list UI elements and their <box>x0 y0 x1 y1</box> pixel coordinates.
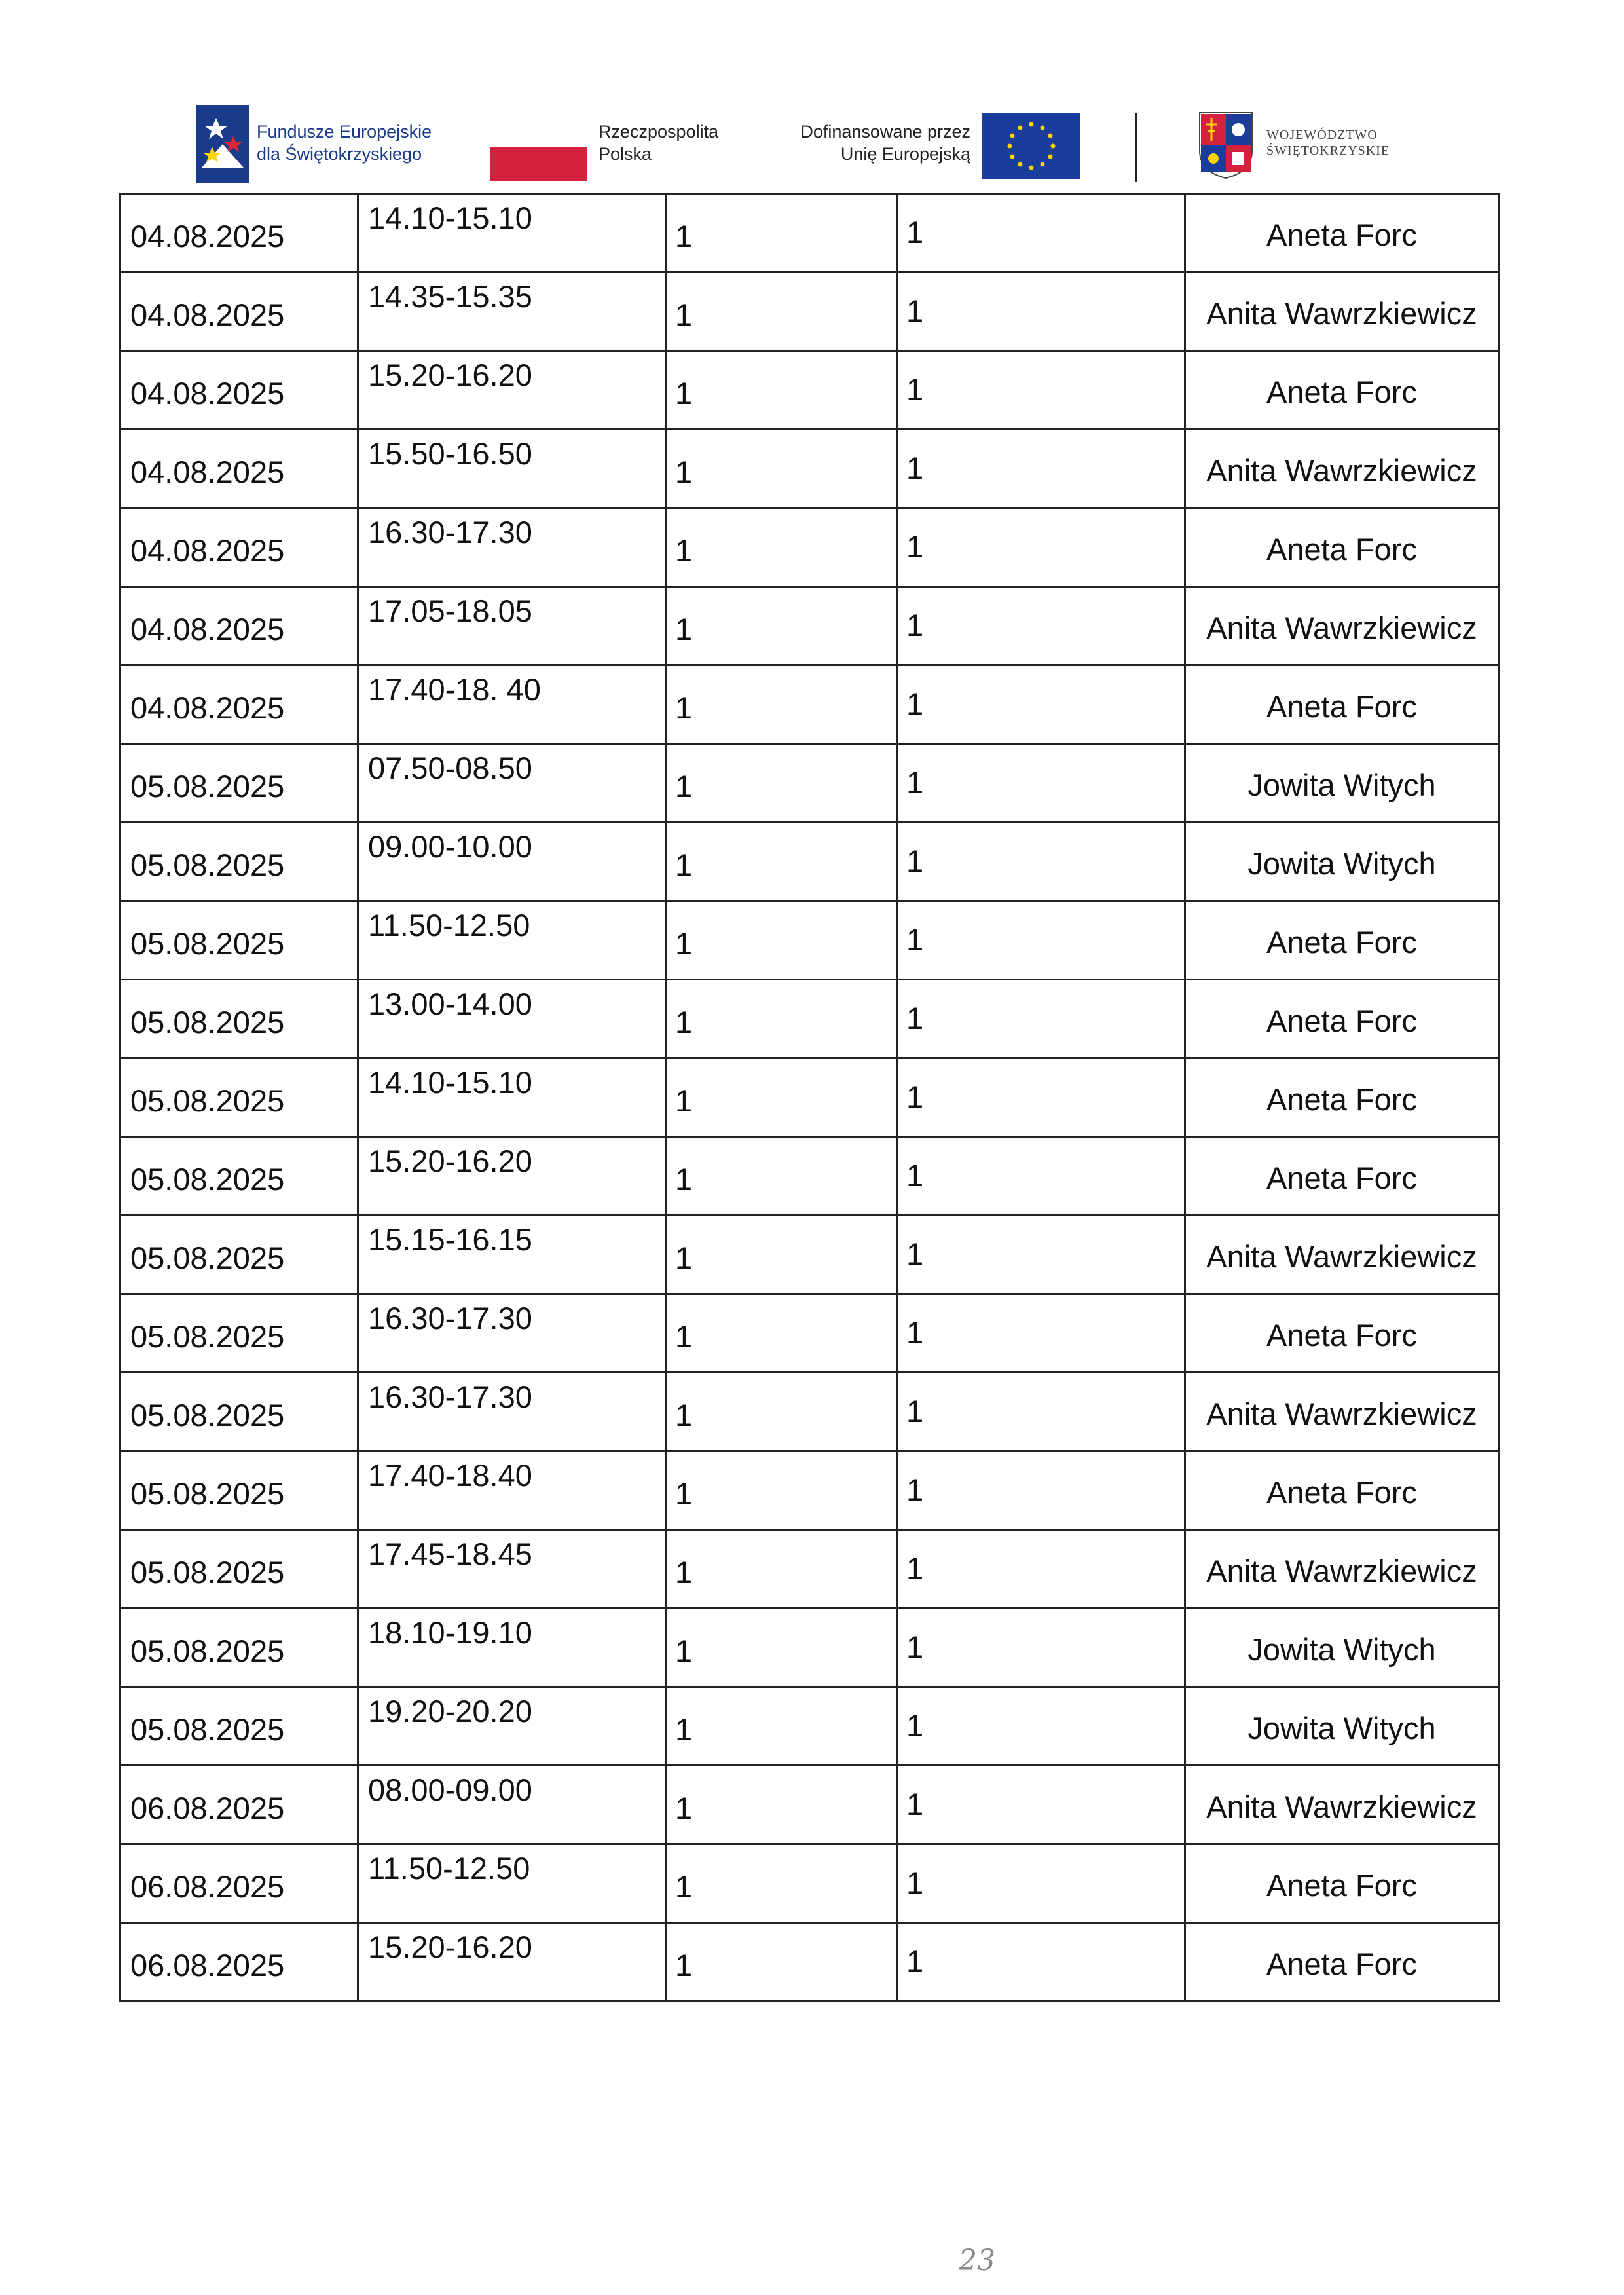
count-cell-1 <box>667 1058 898 1137</box>
count-cell-1 <box>667 1373 898 1451</box>
date-cell <box>120 1766 358 1844</box>
table-row <box>120 1923 1499 2002</box>
date-cell <box>120 823 358 901</box>
count-cell-2-text: 1 <box>906 1237 924 1271</box>
count-cell-2-text: 1 <box>906 529 924 564</box>
count-cell-1-text: 1 <box>675 1869 693 1904</box>
time-cell-text: 13.00-14.00 <box>368 986 532 1021</box>
count-cell-2 <box>898 430 1185 508</box>
name-cell-text: Aneta Forc <box>1266 217 1417 252</box>
count-cell-2 <box>898 587 1185 665</box>
count-cell-1-text: 1 <box>675 1476 693 1511</box>
table-row <box>120 351 1499 430</box>
count-cell-2 <box>898 1137 1185 1216</box>
sw-line2: ŚWIĘTOKRZYSKIE <box>1266 143 1390 158</box>
name-cell <box>1185 1766 1499 1844</box>
time-cell <box>358 1844 667 1923</box>
table-row <box>120 1530 1499 1609</box>
name-cell-text: Aneta Forc <box>1266 689 1417 724</box>
count-cell-2-text: 1 <box>906 215 924 250</box>
name-cell <box>1185 587 1499 665</box>
date-cell <box>120 587 358 665</box>
count-cell-1 <box>667 1609 898 1687</box>
rzeczpospolita-polska-text <box>599 121 718 165</box>
count-cell-2-text: 1 <box>906 1079 924 1114</box>
count-cell-1-text: 1 <box>675 690 693 725</box>
table-row <box>120 1766 1499 1844</box>
coat-of-arms-icon <box>1198 111 1253 179</box>
table-row <box>120 1451 1499 1530</box>
time-cell-text: 17.05-18.05 <box>368 593 532 628</box>
count-cell-1-text: 1 <box>675 219 693 253</box>
table-row <box>120 587 1499 665</box>
count-cell-2 <box>898 823 1185 901</box>
count-cell-2 <box>898 1294 1185 1373</box>
time-cell <box>358 1216 667 1294</box>
eu-line1: Dofinansowane przez <box>800 122 970 141</box>
count-cell-2-text: 1 <box>906 1394 924 1428</box>
count-cell-1 <box>667 1216 898 1294</box>
count-cell-2 <box>898 1609 1185 1687</box>
table-row <box>120 665 1499 744</box>
name-cell <box>1185 1137 1499 1216</box>
rzeczpospolita-polska-logo <box>490 98 739 190</box>
date-cell <box>120 351 358 430</box>
count-cell-1-text: 1 <box>675 1083 693 1118</box>
table-row <box>120 1216 1499 1294</box>
date-cell <box>120 980 358 1058</box>
date-cell <box>120 508 358 587</box>
date-cell-text: 05.08.2025 <box>130 1083 285 1118</box>
date-cell <box>120 1844 358 1923</box>
name-cell <box>1185 1373 1499 1451</box>
date-cell-text: 05.08.2025 <box>130 1398 285 1432</box>
count-cell-2 <box>898 1923 1185 2002</box>
count-cell-2-text: 1 <box>906 1944 924 1979</box>
name-cell-text: Aneta Forc <box>1266 1082 1417 1117</box>
count-cell-1-text: 1 <box>675 1005 693 1039</box>
table-row <box>120 1294 1499 1373</box>
schedule-table-body <box>120 194 1499 2002</box>
table-row <box>120 1058 1499 1137</box>
name-cell-text: Aneta Forc <box>1266 375 1417 409</box>
count-cell-2-text: 1 <box>906 1787 924 1821</box>
date-cell-text: 05.08.2025 <box>130 1319 285 1354</box>
time-cell-text: 11.50-12.50 <box>368 908 530 942</box>
count-cell-2 <box>898 1373 1185 1451</box>
count-cell-1 <box>667 823 898 901</box>
name-cell <box>1185 508 1499 587</box>
count-cell-1 <box>667 980 898 1058</box>
table-row <box>120 823 1499 901</box>
eu-cofinancing-text <box>800 121 970 165</box>
time-cell-text: 17.40-18. 40 <box>368 672 541 707</box>
date-cell <box>120 1294 358 1373</box>
date-cell-text: 05.08.2025 <box>130 1555 285 1590</box>
time-cell <box>358 508 667 587</box>
date-cell-text: 04.08.2025 <box>130 455 285 489</box>
table-row <box>120 980 1499 1058</box>
date-cell <box>120 194 358 272</box>
date-cell-text: 06.08.2025 <box>130 1869 285 1904</box>
name-cell <box>1185 1216 1499 1294</box>
time-cell-text: 14.35-15.35 <box>368 279 532 314</box>
count-cell-2-text: 1 <box>906 608 924 643</box>
count-cell-2-text: 1 <box>906 451 924 485</box>
count-cell-2 <box>898 1766 1185 1844</box>
table-row <box>120 901 1499 980</box>
count-cell-1 <box>667 1766 898 1844</box>
name-cell <box>1185 980 1499 1058</box>
count-cell-1 <box>667 1923 898 2002</box>
date-cell <box>120 901 358 980</box>
name-cell <box>1185 1451 1499 1530</box>
count-cell-2 <box>898 1530 1185 1609</box>
time-cell-text: 09.00-10.00 <box>368 829 532 864</box>
eu-flag-icon <box>982 113 1080 179</box>
date-cell <box>120 1451 358 1530</box>
date-cell-text: 05.08.2025 <box>130 769 285 804</box>
count-cell-1-text: 1 <box>675 1633 693 1668</box>
count-cell-1 <box>667 1451 898 1530</box>
fundusze-europejskie-logo <box>196 98 458 190</box>
date-cell <box>120 1923 358 2002</box>
count-cell-1 <box>667 1294 898 1373</box>
date-cell <box>120 744 358 823</box>
count-cell-2-text: 1 <box>906 1630 924 1664</box>
name-cell-text: Jowita Witych <box>1247 1632 1436 1667</box>
name-cell <box>1185 1530 1499 1609</box>
fe-line2: dla Świętokrzyskiego <box>257 144 422 164</box>
count-cell-2 <box>898 980 1185 1058</box>
time-cell-text: 08.00-09.00 <box>368 1772 532 1807</box>
pl-line1: Rzeczpospolita <box>599 122 719 141</box>
name-cell <box>1185 194 1499 272</box>
count-cell-1-text: 1 <box>675 297 693 332</box>
name-cell <box>1185 1294 1499 1373</box>
time-cell <box>358 1294 667 1373</box>
count-cell-2-text: 1 <box>906 1315 924 1350</box>
time-cell <box>358 430 667 508</box>
name-cell-text: Jowita Witych <box>1247 1711 1436 1745</box>
table-row <box>120 1137 1499 1216</box>
time-cell-text: 15.20-16.20 <box>368 1930 532 1964</box>
count-cell-2-text: 1 <box>906 1865 924 1900</box>
date-cell-text: 04.08.2025 <box>130 690 285 725</box>
count-cell-1-text: 1 <box>675 1398 693 1432</box>
count-cell-1-text: 1 <box>675 1712 693 1747</box>
count-cell-1-text: 1 <box>675 612 693 646</box>
count-cell-2-text: 1 <box>906 293 924 328</box>
count-cell-2-text: 1 <box>906 1001 924 1036</box>
time-cell-text: 15.20-16.20 <box>368 1144 532 1178</box>
date-cell-text: 05.08.2025 <box>130 1633 285 1668</box>
time-cell-text: 16.30-17.30 <box>368 1379 532 1414</box>
time-cell <box>358 587 667 665</box>
name-cell-text: Anita Wawrzkiewicz <box>1206 1239 1477 1274</box>
polish-flag-icon <box>490 147 587 181</box>
count-cell-2 <box>898 1687 1185 1766</box>
time-cell <box>358 1058 667 1137</box>
time-cell-text: 17.40-18.40 <box>368 1458 532 1493</box>
count-cell-1 <box>667 508 898 587</box>
count-cell-1-text: 1 <box>675 1319 693 1354</box>
time-cell <box>358 665 667 744</box>
time-cell-text: 16.30-17.30 <box>368 1301 532 1335</box>
name-cell-text: Aneta Forc <box>1266 1475 1417 1510</box>
count-cell-1-text: 1 <box>675 1791 693 1825</box>
time-cell-text: 18.10-19.10 <box>368 1615 532 1650</box>
name-cell <box>1185 272 1499 351</box>
name-cell-text: Aneta Forc <box>1266 1947 1417 1981</box>
table-row <box>120 1687 1499 1766</box>
count-cell-2 <box>898 744 1185 823</box>
date-cell <box>120 665 358 744</box>
date-cell <box>120 1687 358 1766</box>
date-cell-text: 06.08.2025 <box>130 1791 285 1825</box>
time-cell <box>358 1609 667 1687</box>
time-cell <box>358 1687 667 1766</box>
count-cell-2 <box>898 1058 1185 1137</box>
count-cell-2-text: 1 <box>906 922 924 957</box>
name-cell <box>1185 823 1499 901</box>
table-row <box>120 430 1499 508</box>
date-cell <box>120 1373 358 1451</box>
table-row <box>120 744 1499 823</box>
date-cell-text: 05.08.2025 <box>130 1005 285 1039</box>
count-cell-2 <box>898 1451 1185 1530</box>
date-cell-text: 04.08.2025 <box>130 533 285 568</box>
date-cell-text: 05.08.2025 <box>130 1162 285 1197</box>
count-cell-2 <box>898 272 1185 351</box>
count-cell-1 <box>667 587 898 665</box>
count-cell-2 <box>898 1216 1185 1294</box>
date-cell-text: 05.08.2025 <box>130 1476 285 1511</box>
name-cell-text: Jowita Witych <box>1247 768 1436 802</box>
page-number: 23 <box>959 2244 995 2277</box>
date-cell-text: 05.08.2025 <box>130 1712 285 1747</box>
name-cell <box>1185 1687 1499 1766</box>
name-cell-text: Anita Wawrzkiewicz <box>1206 1554 1477 1588</box>
time-cell <box>358 272 667 351</box>
name-cell-text: Aneta Forc <box>1266 1318 1417 1353</box>
name-cell <box>1185 744 1499 823</box>
count-cell-1-text: 1 <box>675 1555 693 1590</box>
count-cell-2-text: 1 <box>906 765 924 800</box>
time-cell <box>358 1451 667 1530</box>
name-cell-text: Aneta Forc <box>1266 1161 1417 1195</box>
count-cell-1 <box>667 1844 898 1923</box>
date-cell-text: 04.08.2025 <box>130 376 285 411</box>
time-cell-text: 15.15-16.15 <box>368 1222 532 1257</box>
name-cell-text: Anita Wawrzkiewicz <box>1206 453 1477 488</box>
date-cell-text: 06.08.2025 <box>130 1948 285 1983</box>
eu-cofinancing-logo <box>773 98 1080 190</box>
count-cell-1 <box>667 744 898 823</box>
name-cell-text: Aneta Forc <box>1266 532 1417 567</box>
fe-line1: Fundusze Europejskie <box>257 122 432 141</box>
time-cell-text: 07.50-08.50 <box>368 751 532 785</box>
count-cell-2 <box>898 665 1185 744</box>
time-cell <box>358 901 667 980</box>
date-cell-text: 05.08.2025 <box>130 848 285 882</box>
count-cell-2-text: 1 <box>906 686 924 721</box>
date-cell-text: 05.08.2025 <box>130 926 285 961</box>
header-separator <box>1135 113 1137 182</box>
count-cell-2-text: 1 <box>906 1472 924 1507</box>
document-header <box>0 98 1624 190</box>
count-cell-1-text: 1 <box>675 376 693 411</box>
table-row <box>120 1844 1499 1923</box>
time-cell <box>358 1373 667 1451</box>
count-cell-2 <box>898 194 1185 272</box>
name-cell <box>1185 351 1499 430</box>
time-cell-text: 14.10-15.10 <box>368 200 532 235</box>
time-cell <box>358 1137 667 1216</box>
wojewodztwo-swietokrzyskie-logo <box>1198 98 1447 190</box>
name-cell-text: Aneta Forc <box>1266 1868 1417 1903</box>
count-cell-1 <box>667 1530 898 1609</box>
count-cell-2 <box>898 351 1185 430</box>
name-cell <box>1185 1058 1499 1137</box>
name-cell-text: Anita Wawrzkiewicz <box>1206 1396 1477 1431</box>
date-cell <box>120 1216 358 1294</box>
name-cell-text: Anita Wawrzkiewicz <box>1206 296 1477 331</box>
count-cell-1 <box>667 901 898 980</box>
count-cell-2-text: 1 <box>906 1158 924 1193</box>
name-cell <box>1185 901 1499 980</box>
date-cell <box>120 430 358 508</box>
date-cell <box>120 1137 358 1216</box>
name-cell <box>1185 1844 1499 1923</box>
table-row <box>120 1373 1499 1451</box>
count-cell-2-text: 1 <box>906 1708 924 1743</box>
count-cell-1-text: 1 <box>675 926 693 961</box>
wojewodztwo-swietokrzyskie-text <box>1266 127 1390 159</box>
name-cell <box>1185 1609 1499 1687</box>
count-cell-1-text: 1 <box>675 533 693 568</box>
count-cell-1 <box>667 1137 898 1216</box>
count-cell-2 <box>898 901 1185 980</box>
name-cell-text: Anita Wawrzkiewicz <box>1206 1789 1477 1824</box>
eu-line2: Unię Europejską <box>840 144 970 164</box>
count-cell-1-text: 1 <box>675 848 693 882</box>
time-cell <box>358 744 667 823</box>
name-cell <box>1185 665 1499 744</box>
fundusze-europejskie-emblem-icon <box>196 105 249 183</box>
count-cell-1 <box>667 351 898 430</box>
time-cell <box>358 1530 667 1609</box>
date-cell <box>120 1609 358 1687</box>
time-cell <box>358 1923 667 2002</box>
time-cell-text: 19.20-20.20 <box>368 1694 532 1728</box>
count-cell-2-text: 1 <box>906 372 924 407</box>
name-cell-text: Aneta Forc <box>1266 925 1417 960</box>
table-row <box>120 508 1499 587</box>
fundusze-europejskie-text <box>257 121 432 165</box>
count-cell-2-text: 1 <box>906 844 924 878</box>
name-cell-text: Anita Wawrzkiewicz <box>1206 610 1477 645</box>
date-cell-text: 04.08.2025 <box>130 612 285 646</box>
count-cell-1-text: 1 <box>675 1948 693 1983</box>
time-cell <box>358 194 667 272</box>
count-cell-1 <box>667 272 898 351</box>
date-cell-text: 05.08.2025 <box>130 1241 285 1275</box>
name-cell <box>1185 430 1499 508</box>
count-cell-1-text: 1 <box>675 1241 693 1275</box>
pl-line2: Polska <box>599 144 652 164</box>
date-cell <box>120 1530 358 1609</box>
date-cell-text: 04.08.2025 <box>130 219 285 253</box>
count-cell-1 <box>667 194 898 272</box>
count-cell-1-text: 1 <box>675 455 693 489</box>
time-cell-text: 11.50-12.50 <box>368 1851 530 1886</box>
table-row <box>120 194 1499 272</box>
date-cell <box>120 272 358 351</box>
table-row <box>120 272 1499 351</box>
date-cell-text: 04.08.2025 <box>130 297 285 332</box>
time-cell <box>358 351 667 430</box>
schedule-table <box>119 193 1488 2002</box>
name-cell <box>1185 1923 1499 2002</box>
count-cell-1-text: 1 <box>675 769 693 804</box>
time-cell-text: 15.50-16.50 <box>368 436 532 471</box>
count-cell-1-text: 1 <box>675 1162 693 1197</box>
time-cell <box>358 1766 667 1844</box>
count-cell-2 <box>898 1844 1185 1923</box>
time-cell <box>358 823 667 901</box>
time-cell <box>358 980 667 1058</box>
count-cell-2-text: 1 <box>906 1551 924 1586</box>
count-cell-1 <box>667 665 898 744</box>
count-cell-2 <box>898 508 1185 587</box>
time-cell-text: 15.20-16.20 <box>368 358 532 392</box>
name-cell-text: Jowita Witych <box>1247 846 1436 881</box>
time-cell-text: 17.45-18.45 <box>368 1537 532 1571</box>
sw-line1: WOJEWÓDZTWO <box>1266 128 1378 142</box>
name-cell-text: Aneta Forc <box>1266 1003 1417 1038</box>
time-cell-text: 14.10-15.10 <box>368 1065 532 1100</box>
table-row <box>120 1609 1499 1687</box>
date-cell <box>120 1058 358 1137</box>
count-cell-1 <box>667 430 898 508</box>
time-cell-text: 16.30-17.30 <box>368 515 532 550</box>
count-cell-1 <box>667 1687 898 1766</box>
